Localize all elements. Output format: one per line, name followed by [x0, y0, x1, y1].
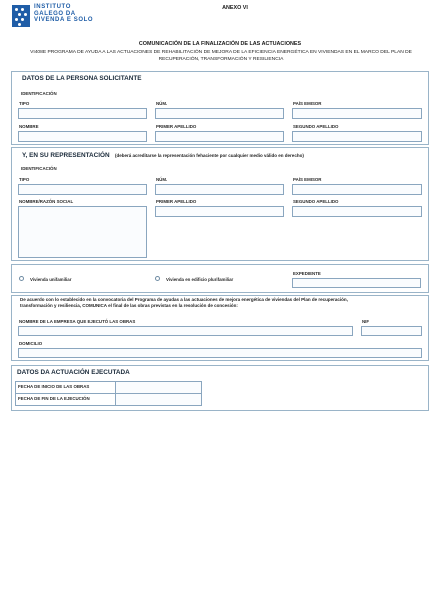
section-title: DATOS DA ACTUACIÓN EJECUTADA — [17, 369, 130, 376]
segundo-apellido-label: SEGUNDO APELLIDO — [293, 124, 339, 129]
pais-emisor-label: PAÍS EMISOR — [293, 101, 322, 106]
rep-pais-emisor-input[interactable] — [292, 184, 422, 195]
logo-line: INSTITUTO — [34, 4, 71, 10]
expediente-input[interactable] — [292, 278, 421, 288]
fechas-table — [15, 381, 202, 406]
tipo-label: TIPO — [19, 177, 30, 182]
identification-label: IDENTIFICACIÓN — [21, 166, 57, 171]
primer-apellido-label: PRIMER APELLIDO — [156, 124, 197, 129]
nombre-input[interactable] — [18, 131, 147, 142]
radio-unifamiliar[interactable] — [19, 276, 24, 281]
segundo-apellido-input[interactable] — [292, 131, 422, 142]
empresa-label: NOMBRE DE LA EMPRESA QUE EJECUTÓ LAS OBRAS — [19, 319, 136, 324]
tipo-label: TIPO — [19, 101, 30, 106]
nombre-label: NOMBRE — [19, 124, 39, 129]
fecha-fin-input[interactable] — [116, 394, 201, 405]
pais-emisor-input[interactable] — [292, 108, 422, 119]
nif-input[interactable] — [361, 326, 422, 336]
identification-label: IDENTIFICACIÓN — [21, 91, 57, 96]
plurifamiliar-label: Vivienda en edificio plurifamiliar — [166, 277, 234, 282]
representation-note: (deberá acreditarse la representación fehaciente por cualquier medio válido en derecho) — [115, 153, 304, 158]
logo-text — [34, 4, 93, 24]
fecha-inicio-input[interactable] — [116, 382, 201, 394]
segundo-apellido-label: SEGUNDO APELLIDO — [293, 199, 339, 204]
section-title: DATOS DE LA PERSONA SOLICITANTE — [22, 75, 142, 82]
rep-segundo-apellido-input[interactable] — [292, 206, 422, 217]
logo-line: GALEGO DA — [34, 10, 76, 17]
section-title: Y, EN SU REPRESENTACIÓN — [22, 152, 110, 159]
primer-apellido-label: PRIMER APELLIDO — [156, 199, 197, 204]
empresa-input[interactable] — [18, 326, 353, 336]
comunica-line: transformación y resiliencia, COMUNICA el final de las obras previstas en la resolución de concesión: — [20, 303, 238, 309]
rep-num-input[interactable] — [155, 184, 284, 195]
razon-social-input[interactable] — [18, 206, 147, 258]
radio-plurifamiliar[interactable] — [155, 276, 160, 281]
document-title: COMUNICACIÓN DE LA FINALIZACIÓN DE LAS ACTUACIONES — [138, 41, 302, 47]
comunica-text — [20, 297, 425, 309]
fecha-fin-label: FECHA DE FIN DE LA EJECUCIÓN — [16, 394, 116, 405]
rep-primer-apellido-input[interactable] — [155, 206, 284, 217]
pais-emisor-label: PAÍS EMISOR — [293, 177, 322, 182]
razon-social-label: NOMBRE/RAZÓN SOCIAL — [19, 199, 74, 204]
program-line: RECUPERACIÓN, TRANSFORMACIÓN Y RESILIENCIA — [158, 57, 284, 63]
num-input[interactable] — [155, 108, 284, 119]
num-label: NÚM. — [156, 177, 168, 182]
num-label: NÚM. — [156, 101, 168, 106]
annex-label: ANEXO VI — [222, 5, 248, 11]
logo-line: VIVENDA E SOLO — [34, 17, 94, 24]
nif-label: NIF — [362, 319, 370, 324]
primer-apellido-input[interactable] — [155, 131, 284, 142]
domicilio-label: DOMICILIO — [19, 341, 43, 346]
comunica-line: De acuerdo con lo establecido en la convocatoria del Programa de ayudas a las actuaciones de mejora energética de viviendas del Plan de recuperación, — [20, 297, 348, 302]
expediente-label: EXPEDIENTE — [293, 271, 321, 276]
program-description — [14, 49, 428, 63]
tipo-input[interactable] — [18, 108, 147, 119]
unifamiliar-label: Vivienda unifamiliar — [30, 277, 72, 282]
logo-icon — [12, 5, 30, 27]
rep-tipo-input[interactable] — [18, 184, 147, 195]
program-line: VI408E PROGRAMA DE AYUDA A LAS ACTUACIONES DE REHABILITACIÓN DE MEJORA DE LA EFICIENCIA ENERGÉTICA EN VIVIENDAS EN EL MARCO DEL PLAN DE — [30, 50, 412, 55]
fecha-inicio-label: FECHA DE INICIO DE LAS OBRAS — [16, 382, 116, 394]
domicilio-input[interactable] — [18, 348, 422, 358]
